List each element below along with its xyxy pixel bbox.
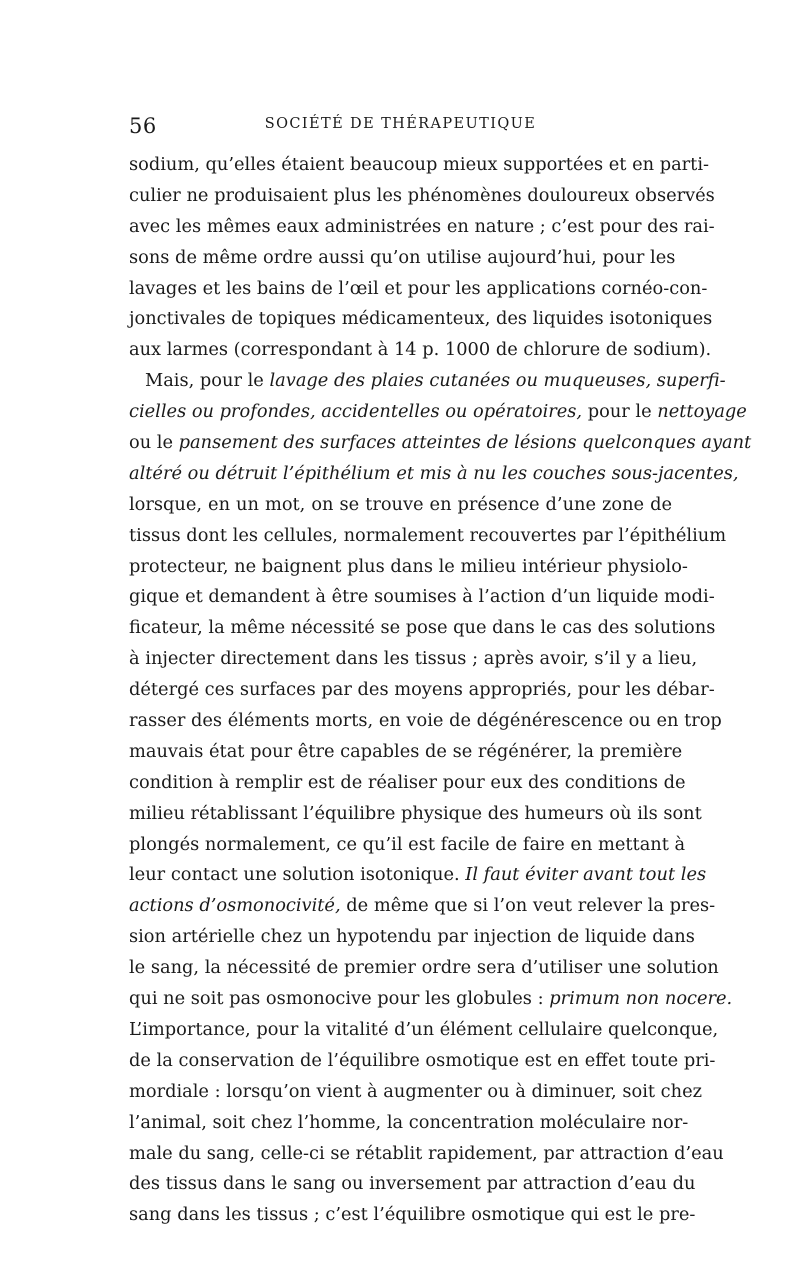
text-segment: le sang, la nécessité de premier ordre sera d’utiliser une solution [129, 957, 719, 979]
text-line [129, 1108, 689, 1139]
text-segment: lorsque, en un mot, on se trouve en présence d’une zone de [129, 493, 672, 515]
text-segment: condition à remplir est de réaliser pour eux des conditions de [129, 771, 686, 793]
text-segment: L’importance, pour la vitalité d’un élément cellulaire quelconque, [129, 1018, 719, 1040]
text-segment: tissus dont les cellules, normalement recouvertes par l’épithélium [129, 524, 727, 546]
text-segment: milieu rétablissant l’équilibre physique des humeurs où ils sont [129, 802, 702, 824]
text-segment: protecteur, ne baignent plus dans le milieu intérieur physiolo- [129, 555, 688, 577]
text-line [129, 428, 752, 459]
italic-text: primum non nocere. [549, 988, 733, 1010]
text-line [129, 1046, 716, 1077]
italic-text: altéré ou détruit l’épithélium et mis à nu les couches sous-jacentes, [129, 462, 739, 484]
text-line [129, 150, 710, 181]
text-line [129, 675, 715, 706]
text-line [129, 799, 702, 830]
text-line [129, 521, 727, 552]
text-segment: leur contact une solution isotonique. [129, 864, 466, 886]
text-segment: culier ne produisaient plus les phénomènes douloureux observés [129, 184, 715, 206]
text-segment: mordiale : lorsqu’on vient à augmenter ou à diminuer, soit chez [129, 1080, 702, 1102]
text-segment: aux larmes (correspondant à 14 p. 1000 de chlorure de sodium). [129, 339, 712, 361]
text-segment: sodium, qu’elles étaient beaucoup mieux supportées et en parti- [129, 154, 710, 175]
text-segment: avec les mêmes eaux administrées en nature ; c’est pour des rai- [129, 215, 715, 237]
body-text [129, 150, 752, 1231]
text-line [129, 243, 676, 274]
text-line [129, 737, 683, 768]
text-line [129, 860, 707, 891]
text-segment: de la conservation de l’équilibre osmotique est en effet toute pri- [129, 1049, 716, 1071]
book-page [129, 104, 752, 1226]
text-line [129, 459, 739, 490]
text-line [129, 1169, 696, 1200]
text-line [129, 582, 715, 613]
text-segment: des tissus dans le sang ou inversement par attraction d’eau du [129, 1173, 696, 1195]
text-segment: lavages et les bains de l’œil et pour les applications cornéo-con- [129, 277, 708, 299]
text-line [129, 212, 715, 243]
text-segment: Mais, pour le [145, 370, 270, 392]
text-line [129, 1200, 696, 1231]
italic-text: pansement des surfaces atteintes de lésions quelconques ayant [178, 432, 752, 454]
text-segment: mauvais état pour être capables de se régénérer, la première [129, 740, 683, 762]
italic-text: cielles ou profondes, accidentelles ou opératoires, [129, 401, 583, 423]
text-line [129, 830, 686, 861]
italic-text: Il faut éviter avant tout les [465, 864, 707, 886]
text-line [129, 181, 715, 212]
text-segment: rasser des éléments morts, en voie de dégénérescence ou en trop [129, 710, 722, 732]
text-segment: qui ne soit pas osmonocive pour les globules : [129, 988, 550, 1010]
text-segment: détergé ces surfaces par des moyens appropriés, pour les débar- [129, 679, 715, 701]
text-segment: ou le [129, 432, 179, 454]
text-segment: de même que si l’on veut relever la pres- [340, 895, 716, 917]
text-segment: male du sang, celle-ci se rétablit rapidement, par attraction d’eau [129, 1142, 724, 1164]
text-line [129, 552, 688, 583]
page-number: 56 [129, 114, 157, 138]
text-line [129, 706, 722, 737]
text-line [129, 768, 686, 799]
text-segment: sang dans les tissus ; c’est l’équilibre osmotique qui est le pre- [129, 1204, 696, 1226]
text-segment: l’animal, soit chez l’homme, la concentration moléculaire nor- [129, 1111, 689, 1133]
text-line [129, 922, 695, 953]
text-line [129, 613, 716, 644]
italic-text: actions d’osmonocivité, [129, 895, 341, 917]
text-line [129, 1139, 724, 1170]
text-line [129, 891, 716, 922]
text-segment: à injecter directement dans les tissus ; après avoir, s’il y a lieu, [129, 648, 698, 670]
italic-text: nettoyage [657, 401, 747, 423]
running-head [129, 104, 672, 144]
text-line [129, 644, 698, 675]
text-line [129, 366, 726, 397]
text-segment: plongés normalement, ce qu’il est facile de faire en mettant à [129, 833, 686, 855]
text-segment: sons de même ordre aussi qu’on utilise aujourd’hui, pour les [129, 246, 676, 268]
text-segment: ficateur, la même nécessité se pose que dans le cas des solutions [129, 617, 716, 639]
text-line [129, 1015, 719, 1046]
text-line [129, 1077, 702, 1108]
text-segment: pour le [582, 401, 658, 423]
text-line [129, 335, 712, 366]
text-line [129, 304, 713, 335]
text-line [129, 984, 733, 1015]
text-segment: jonctivales de topiques médicamenteux, des liquides isotoniques [129, 308, 713, 330]
italic-text: lavage des plaies cutanées ou muqueuses, superfi- [269, 370, 726, 392]
text-line [129, 274, 708, 305]
text-line [129, 490, 672, 521]
text-segment: gique et demandent à être soumises à l’action d’un liquide modi- [129, 586, 715, 608]
running-title: SOCIÉTÉ DE THÉRAPEUTIQUE [264, 116, 537, 132]
text-line [129, 397, 747, 428]
text-line [129, 953, 719, 984]
text-segment: sion artérielle chez un hypotendu par injection de liquide dans [129, 926, 695, 948]
